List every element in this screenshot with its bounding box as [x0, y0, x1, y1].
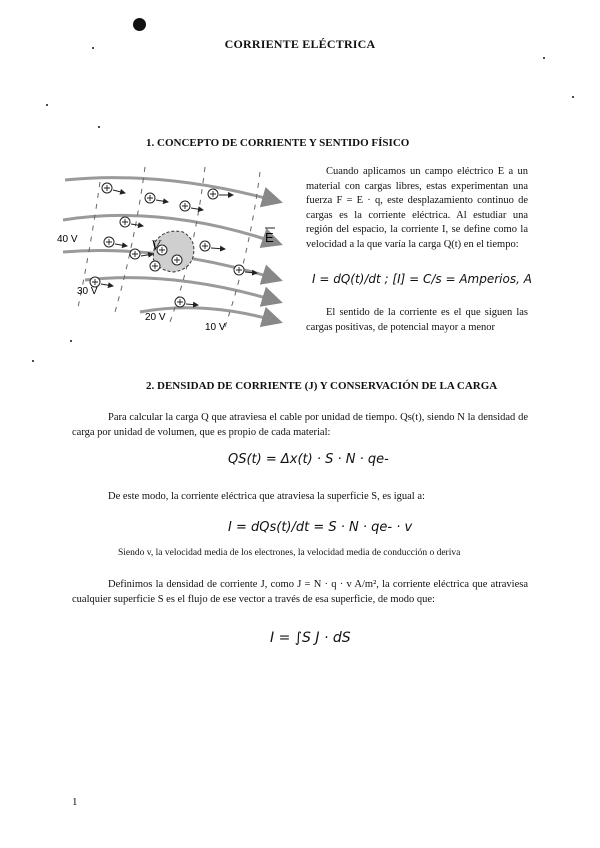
section2-formula-2: I = dQs(t)/dt = S · N · qe- · v — [228, 520, 413, 535]
scan-dot — [572, 96, 574, 98]
field-line — [65, 178, 280, 202]
section2-formula-3: I = ∫S J · dS — [270, 630, 351, 646]
section1-formula: I = dQ(t)/dt ; [I] = C/s = Amperios, A — [312, 272, 532, 286]
section2-paragraph-2: De este modo, la corriente eléctrica que atraviesa la superficie S, es igual a: — [108, 491, 425, 502]
field-label: E — [265, 230, 274, 245]
potential-label-40v: 40 V — [57, 234, 78, 245]
scan-dot — [543, 57, 545, 59]
section2-note: Siendo v, la velocidad media de los electrones, la velocidad media de conducción o deriva — [118, 548, 461, 558]
section1-paragraph-2: El sentido de la corriente es el que siguen las cargas positivas, de potencial mayor a menor — [306, 307, 528, 333]
section1-paragraph-1: Cuando aplicamos un campo eléctrico E a un material con cargas libres, estas experimentan una fuerza F = E · q, este desplazamiento continuo de cargas es la corriente eléctrica. Al estudiar una región del espacio, la corriente I, se define como la velocidad a la que varía la carga Q(t) en el tiempo: — [306, 166, 528, 250]
potential-label-30v: 30 V — [77, 286, 98, 297]
equipotential-line — [115, 167, 145, 312]
scan-dot — [32, 360, 34, 362]
section2-heading: 2. DENSIDAD DE CORRIENTE (J) Y CONSERVACIÓN DE LA CARGA — [146, 380, 498, 392]
scan-dot-large — [133, 18, 146, 31]
page-title: CORRIENTE ELÉCTRICA — [224, 37, 376, 51]
scan-dot — [70, 340, 72, 342]
scan-dot — [46, 104, 48, 106]
section1-heading: 1. CONCEPTO DE CORRIENTE Y SENTIDO FÍSICO — [146, 137, 410, 149]
section2-formula-1: QS(t) = Δx(t) · S · N · qe- — [228, 452, 389, 467]
electric-field-figure — [55, 162, 293, 337]
potential-label-20v: 20 V — [145, 312, 166, 323]
potential-label-10v: 10 V — [205, 322, 226, 333]
section2-paragraph-1: Para calcular la carga Q que atraviesa el cable por unidad de tiempo. Qs(t), siendo N la densidad de carga por unidad de volumen, que es propio de cada material: — [72, 412, 528, 438]
volume-label: V — [151, 238, 161, 254]
scan-dot — [98, 126, 100, 128]
section2-paragraph-3: Definimos la densidad de corriente J, como J = N · q · v A/m², la corriente eléctrica que atraviesa cualquier superficie S es el flujo de ese vector a través de esa superficie, de modo que: — [72, 579, 528, 605]
page-number: 1 — [72, 796, 78, 808]
